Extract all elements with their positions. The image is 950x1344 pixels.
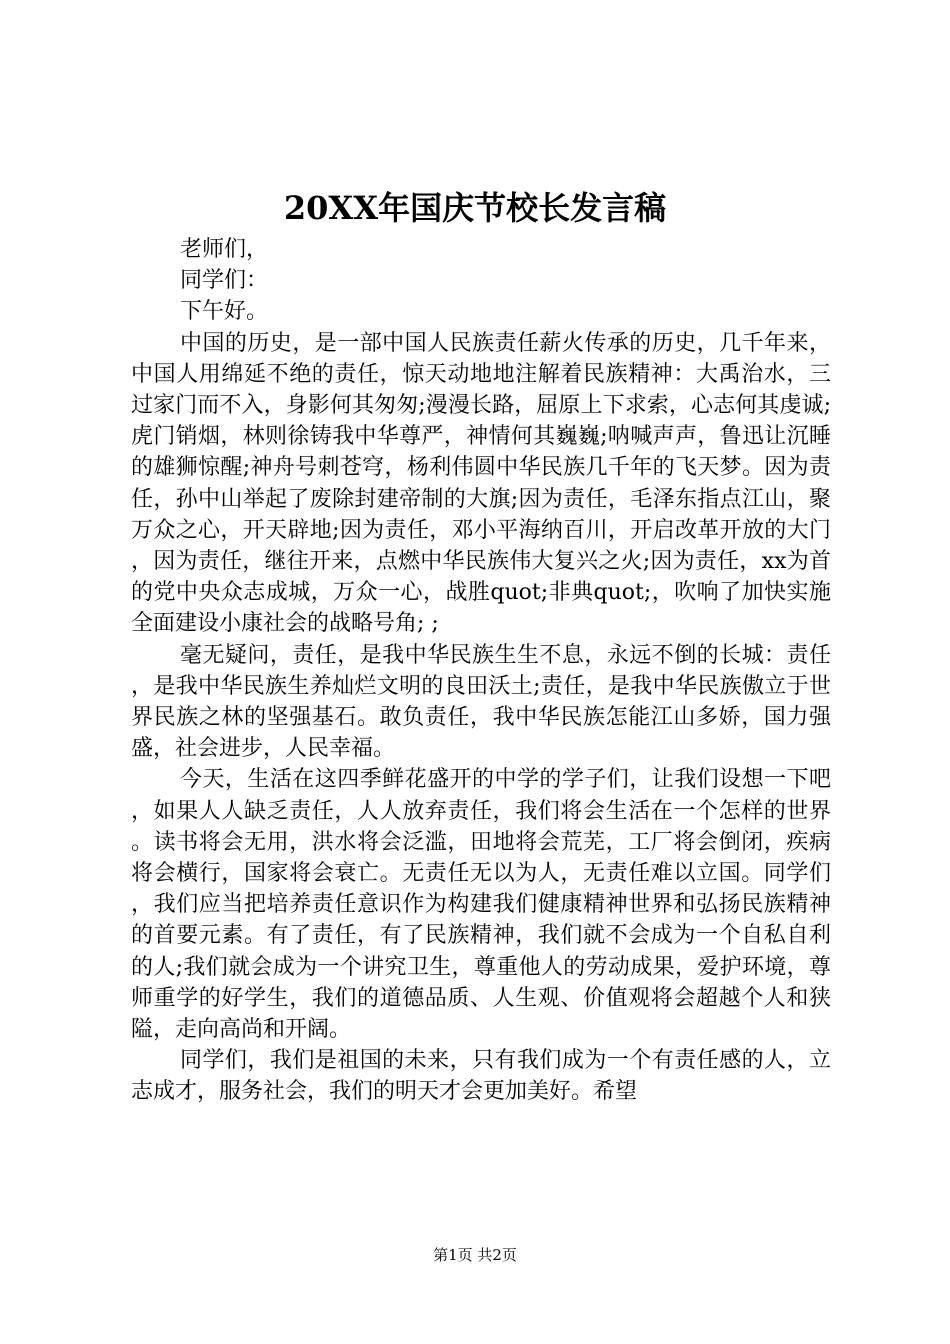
greeting-students: 同学们： [180, 268, 269, 294]
greeting-teachers: 老师们， [180, 237, 269, 262]
paragraph-history: 中国的历史，是一部中国人民族责任薪火传承的历史，几千年来，中国人用绵延不绝的责任，惊天动地地注解着民族精神：大禹治水，三过家门而不入，身影何其匆匆;漫漫长路，屈原上下求索，心志何其虔诚;虎门销烟，林则徐铸我中华尊严，神情何其巍巍;呐喊声声，鲁迅让沉睡的雄狮惊醒;神舟号刺苍穹，杨利伟圆中华民族几千年的飞天梦。因为责任，孙中山举起了废除封建帝制的大旗;因为责任，毛泽东指点江山，聚万众之心，开天辟地;因为责任，邓小平海纳百川，开启改革开放的大门，因为责任，继往开来，点燃中华民族伟大复兴之火;因为责任，xx为首的党中央众志成城，万众一心，战胜quot;非典quot;，吹响了加快实施全面建设小康社会的战略号角; ; [131, 330, 831, 637]
paragraph-responsibility: 毫无疑问，责任，是我中华民族生生不息，永远不倒的长城：责任，是我中华民族生养灿烂文明的良田沃土;责任，是我中华民族傲立于世界民族之林的坚强基石。敢负责任，我中华民族怎能江山多娇，国力强盛，社会进步，人民幸福。 [131, 642, 831, 762]
page-footer: 第1页 共2页 [433, 1246, 517, 1264]
paragraph-today: 今天，生活在这四季鲜花盛开的中学的学子们，让我们设想一下吧，如果人人缺乏责任，人人放弃责任，我们将会生活在一个怎样的世界。读书将会无用，洪水将会泛滥，田地将会荒芜，工厂将会倒闭，疾病将会横行，国家将会衰亡。无责任无以为人，无责任难以立国。同学们，我们应当把培养责任意识作为构建我们健康精神世界和弘扬民族精神的首要元素。有了责任，有了民族精神，我们就不会成为一个自私自利的人;我们就会成为一个讲究卫生，尊重他人的劳动成果，爱护环境，尊师重学的好学生，我们的道德品质、人生观、价值观将会超越个人和狭隘，走向高尚和开阔。 [131, 767, 831, 1043]
paragraph-future: 同学们，我们是祖国的未来，只有我们成为一个有责任感的人，立志成才，服务社会，我们的明天才会更加美好。希望 [131, 1048, 831, 1105]
document-title: 20XX年国庆节校长发言稿 [283, 189, 667, 227]
document-body [131, 234, 831, 1108]
greeting-afternoon: 下午好。 [180, 299, 269, 325]
